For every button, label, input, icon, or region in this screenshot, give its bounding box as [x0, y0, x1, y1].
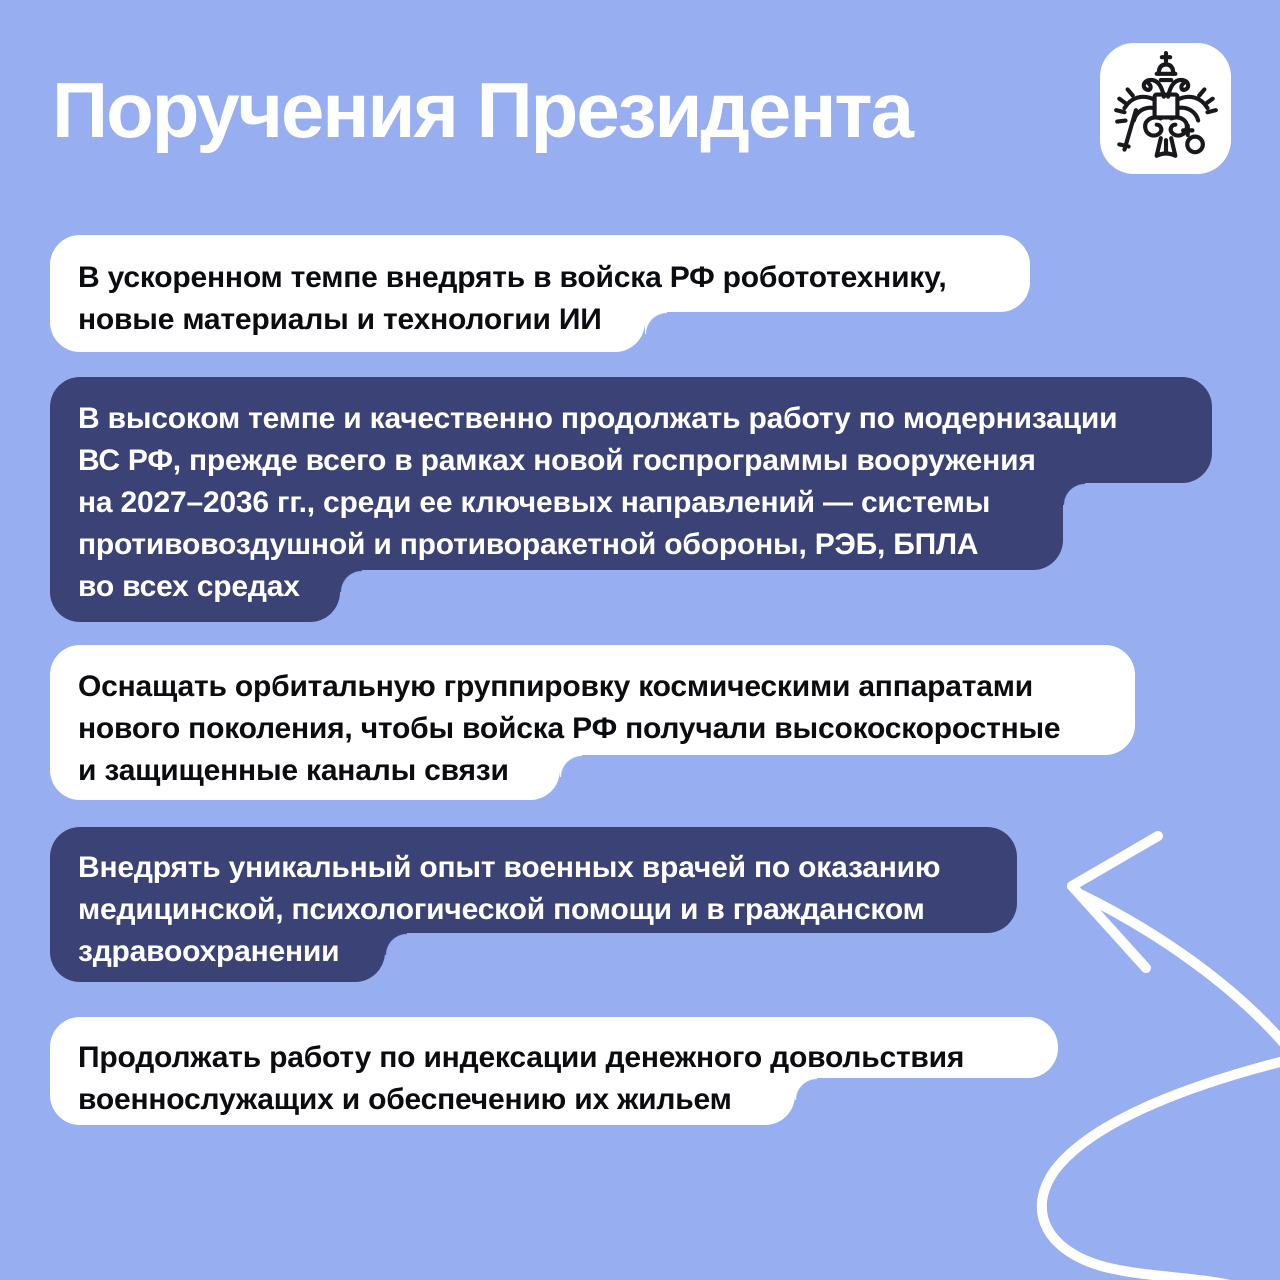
card-text-line: противовоздушной и противоракетной обороны, РЭБ, БПЛА	[78, 528, 979, 561]
card-text-line: медицинской, психологической помощи и в гражданском	[78, 893, 925, 926]
instruction-card-2	[50, 377, 1212, 622]
instruction-card-1	[50, 235, 1030, 352]
card-text-line: ВС РФ, прежде всего в рамках новой госпрограммы вооружения	[78, 444, 1036, 477]
card-text-line: и защищенные каналы связи	[78, 754, 509, 787]
page-title: Поручения Президента	[52, 66, 913, 154]
card-text-line: Оснащать орбитальную группировку космическими аппаратами	[78, 670, 1033, 703]
emblem-logo	[1100, 43, 1231, 174]
card-text-line: во всех средах	[78, 570, 300, 603]
card-text-line: здравоохранении	[78, 935, 340, 968]
card-text-line: нового поколения, чтобы войска РФ получали высокоскоростные	[78, 712, 1061, 745]
card-text-line: военнослужащих и обеспечению их жильем	[78, 1083, 732, 1116]
card-text-line: В высоком темпе и качественно продолжать работу по модернизации	[78, 402, 1118, 435]
card-text-line: Внедрять уникальный опыт военных врачей по оказанию	[78, 851, 941, 884]
card-text-line: новые материалы и технологии ИИ	[78, 303, 602, 336]
instruction-card-3	[50, 645, 1135, 800]
instruction-card-5	[50, 1017, 1058, 1125]
instruction-card-4	[50, 827, 1017, 982]
card-text-line: Продолжать работу по индексации денежного довольствия	[78, 1041, 965, 1074]
double-headed-eagle-icon	[1114, 51, 1218, 166]
card-text-line: на 2027–2036 гг., среди ее ключевых направлений — системы	[78, 486, 991, 519]
card-text-line: В ускоренном темпе внедрять в войска РФ робототехнику,	[78, 261, 947, 294]
